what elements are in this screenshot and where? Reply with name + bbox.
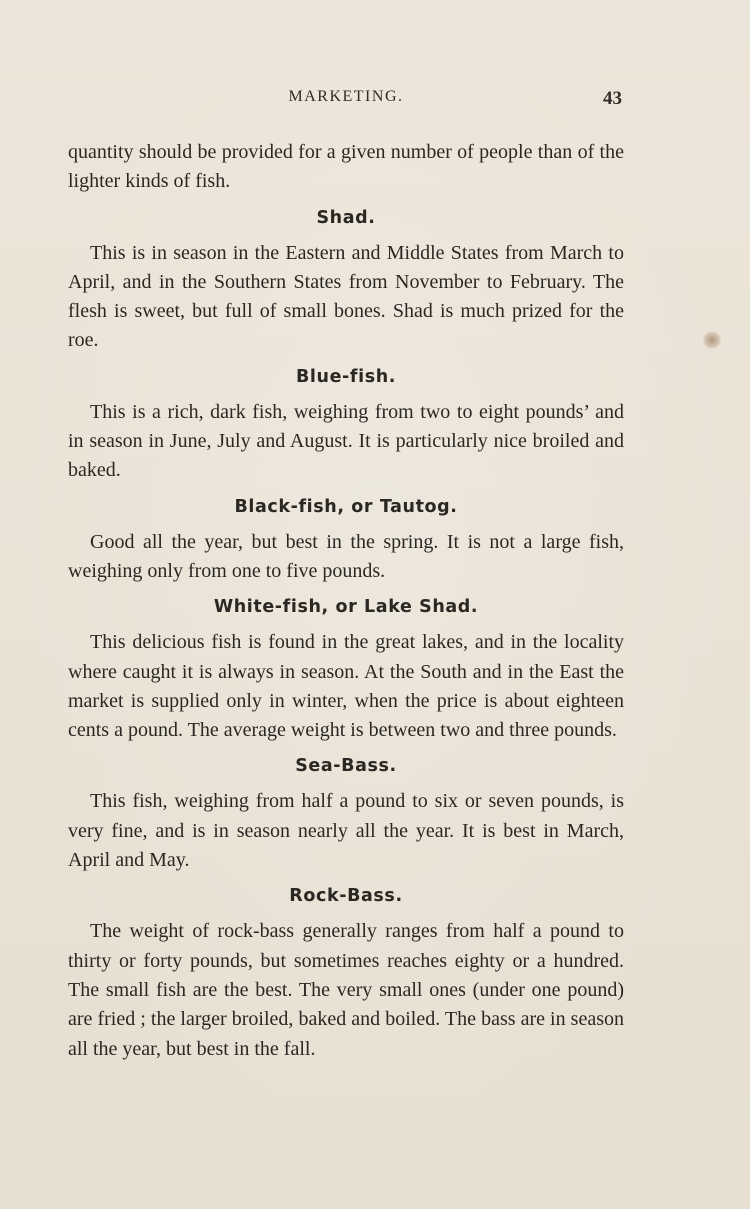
paper-stain <box>703 331 721 349</box>
section-heading-shad: Shad. <box>316 207 376 228</box>
section-text-white-fish: This delicious fish is found in the great lakes, and in the locality where caught it is always in season. At the South and in the East the market is supplied only in winter, when the price is about eighteen cents a pound. The average weight is between two and three pounds. <box>68 631 624 742</box>
section-text-sea-bass: This fish, weighing from half a pound to six or seven pounds, is very fine, and is in season nearly all the year. It is best in March, April and May. <box>68 790 624 872</box>
page-number: 43 <box>603 88 622 109</box>
section-heading-blue-fish: Blue-fish. <box>295 366 397 387</box>
section-heading-rock-bass: Rock-Bass. <box>289 886 403 907</box>
intro-paragraph: quantity should be provided for a given number of people than of the lighter kinds of fish. <box>68 141 624 193</box>
section-text-shad: This is in season in the Eastern and Middle States from March to April, and in the Southern States from November to February. The flesh is sweet, but full of small bones. Shad is much prized for the roe. <box>68 241 624 352</box>
section-text-blue-fish: This is a rich, dark fish, weighing from two to eight pounds’ and in season in June, July and August. It is particularly nice broiled and baked. <box>68 400 624 482</box>
running-head: MARKETING. <box>288 88 404 105</box>
section-text-rock-bass: The weight of rock-bass generally ranges from half a pound to thirty or forty pounds, but sometimes reaches eighty or a hundred. The small fish are the best. The very small ones (under one pound) are fried ; the larger broiled, baked and boiled. The bass are in season all the year, but best in the fall. <box>68 920 624 1060</box>
page-header <box>68 88 624 114</box>
section-heading-white-fish: White-fish, or Lake Shad. <box>213 597 479 618</box>
section-heading-black-fish: Black-fish, or Tautog. <box>234 496 458 517</box>
page-body <box>68 138 624 1064</box>
section-heading-sea-bass: Sea-Bass. <box>295 756 397 777</box>
section-text-black-fish: Good all the year, but best in the spring. It is not a large fish, weighing only from one to five pounds. <box>68 530 624 582</box>
